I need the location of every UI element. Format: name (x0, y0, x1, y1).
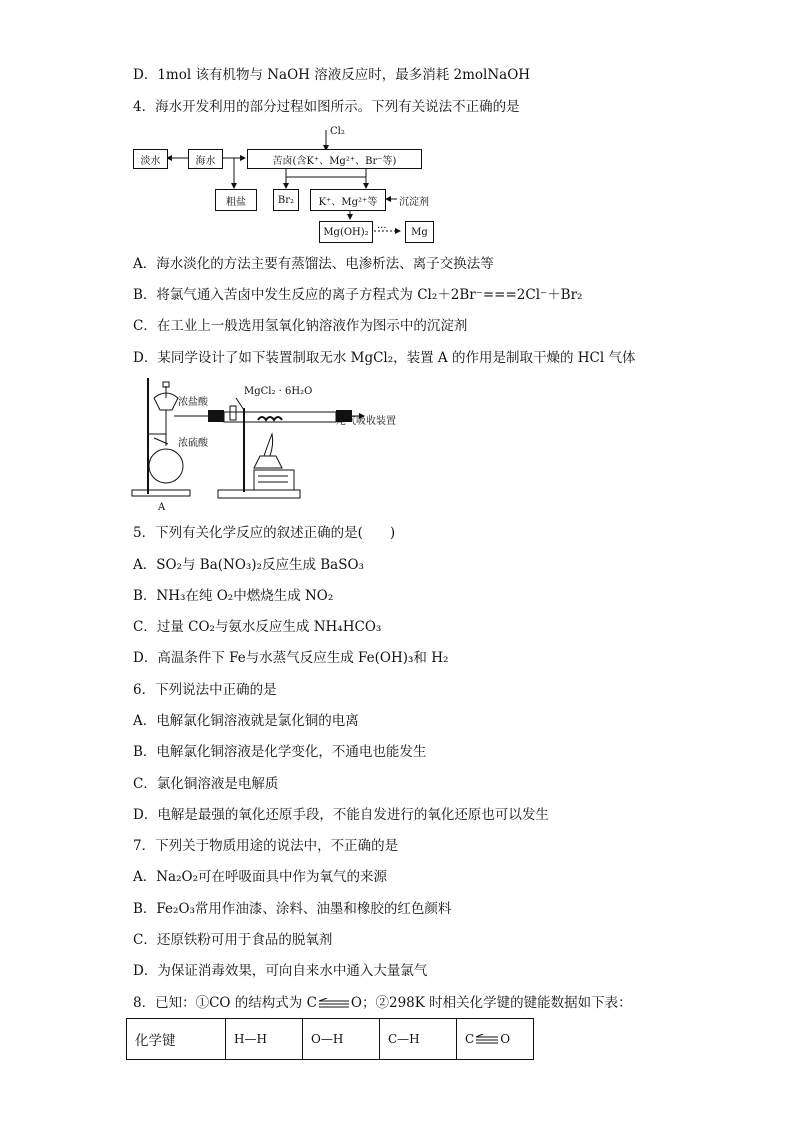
q5-stem: 5．下列有关化学反应的叙述正确的是( ) (133, 525, 396, 541)
table-cell: H—H (226, 1019, 303, 1060)
q4-option-d: D．某同学设计了如下装置制取无水 MgCl₂，装置 A 的作用是制取干燥的 HCl 气体 (133, 350, 636, 366)
q6-stem: 6．下列说法中正确的是 (133, 682, 277, 698)
dots-label: ··· (377, 223, 387, 234)
q5-option-d: D．高温条件下 Fe与水蒸气反应生成 Fe(OH)₃和 H₂ (133, 650, 449, 666)
co-o-label: O (500, 1032, 511, 1046)
q7-stem: 7．下列关于物质用途的说法中，不正确的是 (133, 838, 399, 854)
table-cell: C—H (380, 1019, 457, 1060)
q8-stem-pre: 8．已知：①CO 的结构式为 C (133, 995, 317, 1011)
q6-option-d: D．电解是最强的氧化还原手段，不能自发进行的氧化还原也可以发生 (133, 807, 549, 823)
brine-box: 苦卤(含K⁺、Mg²⁺、Br⁻等) (247, 149, 422, 169)
apparatus-a-label: A (158, 502, 166, 513)
q3-option-d: D．1mol 该有机物与 NaOH 溶液反应时，最多消耗 2molNaOH (133, 67, 531, 83)
q7-option-b: B．Fe₂O₃常用作油漆、涂料、油墨和橡胶的红色颜料 (133, 901, 452, 917)
triple-bond-arrow-icon (474, 1034, 500, 1046)
q4-stem: 4．海水开发利用的部分过程如图所示。下列有关说法不正确的是 (133, 99, 520, 115)
table-row (127, 1019, 534, 1060)
mgoh2-box: Mg(OH)₂ (319, 221, 373, 243)
bond-energy-table (126, 1018, 534, 1060)
q7-option-c: C．还原铁粉可用于食品的脱氧剂 (133, 932, 333, 948)
precipitant-label: 沉淀剂 (399, 197, 429, 208)
flow-arrows (125, 126, 445, 246)
q8-stem (133, 994, 632, 1012)
q8-stem-post: O；②298K 时相关化学键的键能数据如下表： (350, 995, 632, 1011)
q6-option-b: B．电解氯化铜溶液是化学变化，不通电也能发生 (133, 744, 427, 760)
k-mg-box: K⁺、Mg²⁺等 (310, 189, 386, 211)
q6-option-a: A．电解氯化铜溶液就是氯化铜的电离 (133, 713, 359, 729)
q4-option-c: C．在工业上一般选用氢氧化钠溶液作为图示中的沉淀剂 (133, 318, 468, 334)
q5-option-b: B．NH₃在纯 O₂中燃烧生成 NO₂ (133, 588, 334, 604)
q5-option-a: A．SO₂与 Ba(NO₃)₂反应生成 BaSO₃ (133, 557, 364, 573)
q4-option-a: A．海水淡化的方法主要有蒸馏法、电渗析法、离子交换法等 (133, 256, 494, 272)
q4-option-b: B．将氯气通入苦卤中发生反应的离子方程式为 Cl₂＋2Br⁻===2Cl⁻＋Br₂ (133, 287, 583, 303)
q5-option-c: C．过量 CO₂与氨水反应生成 NH₄HCO₃ (133, 619, 382, 635)
triple-bond-arrow-icon (317, 998, 351, 1010)
q7-option-a: A．Na₂O₂可在呼吸面具中作为氧气的来源 (133, 869, 388, 885)
table-cell: O—H (303, 1019, 380, 1060)
q7-option-d: D．为保证消毒效果，可向自来水中通入大量氯气 (133, 963, 428, 979)
tail-gas-label: 尾气吸收装置 (336, 416, 396, 427)
q6-option-c: C．氯化铜溶液是电解质 (133, 776, 279, 792)
br2-box: Br₂ (273, 189, 299, 211)
table-header-cell: 化学键 (127, 1019, 226, 1060)
mgcl2-label: MgCl₂ · 6H₂O (244, 386, 313, 397)
freshwater-box: 淡水 (133, 149, 168, 169)
mg-box: Mg (405, 221, 434, 243)
cl2-label: Cl₂ (330, 126, 345, 137)
table-cell-co (457, 1019, 534, 1060)
crude-salt-box: 粗盐 (215, 189, 257, 211)
seawater-box: 海水 (188, 149, 223, 169)
co-c-label: C (465, 1032, 475, 1046)
conc-h2so4-label: 浓硫酸 (178, 438, 208, 449)
conc-hcl-label: 浓盐酸 (178, 397, 208, 408)
